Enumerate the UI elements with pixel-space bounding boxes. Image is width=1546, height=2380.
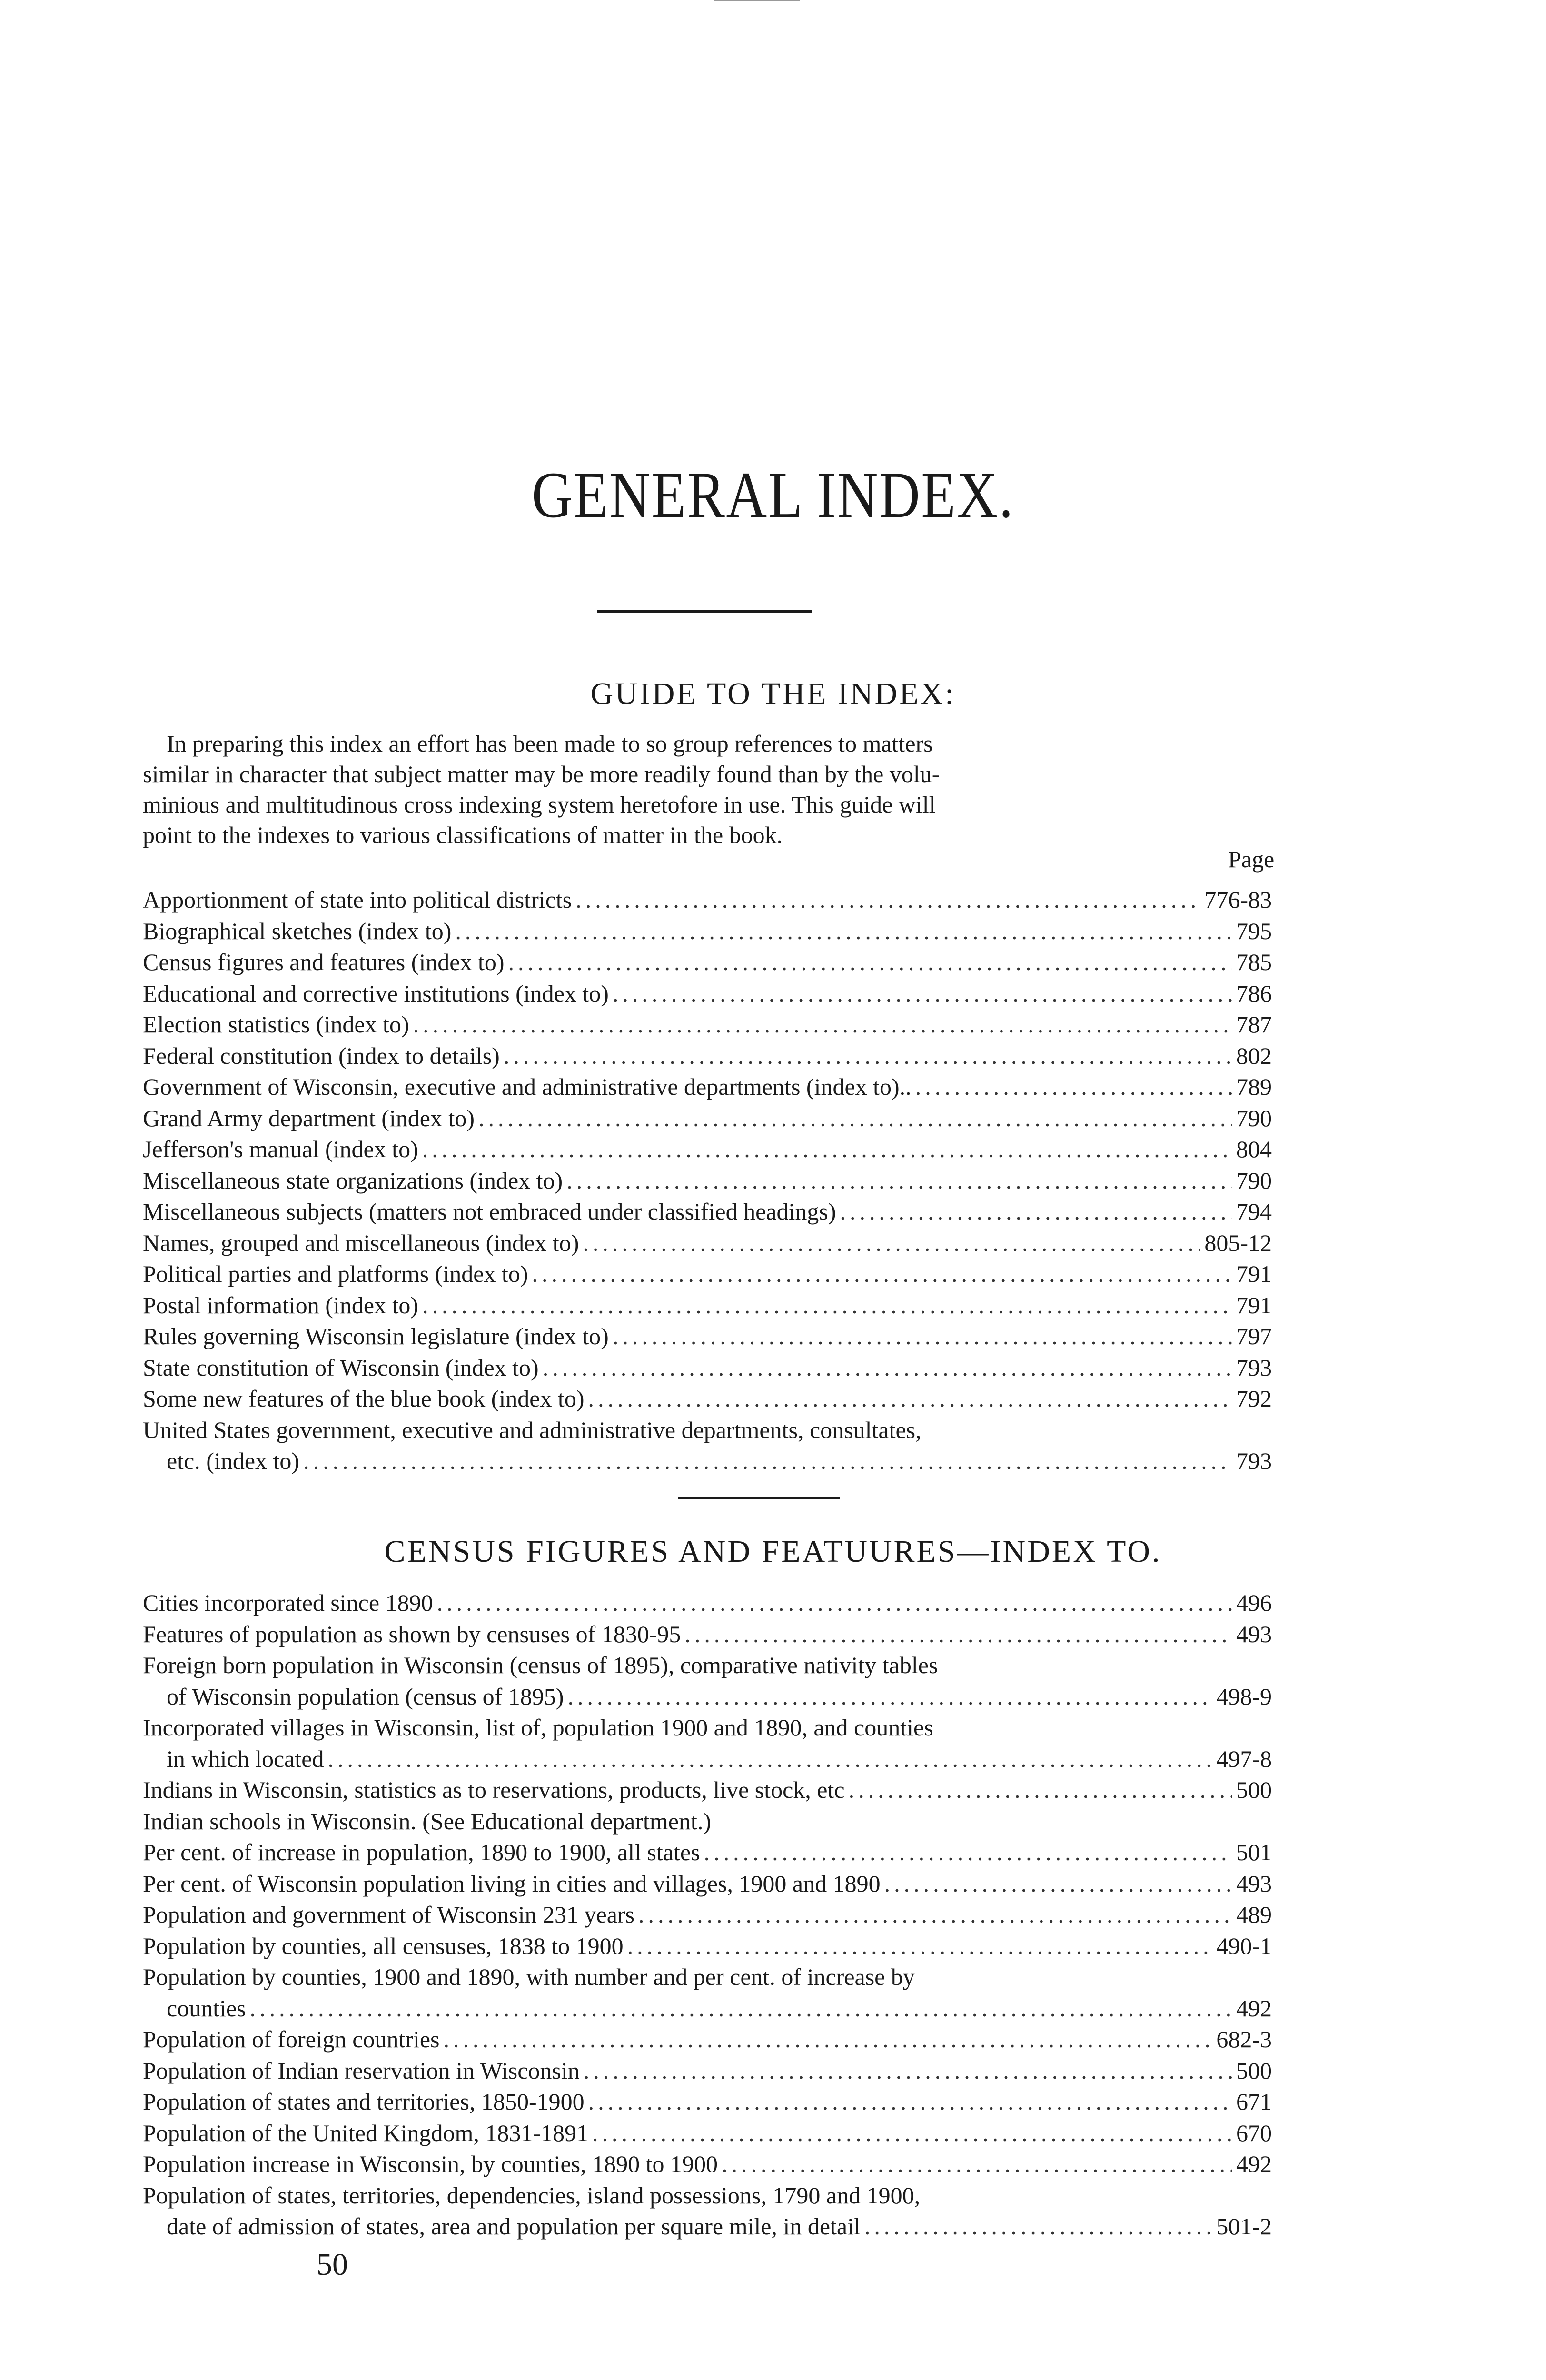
entry-line — [143, 1041, 1272, 1072]
entry-page: 802 — [1236, 1042, 1272, 1069]
entry-line — [143, 1009, 1272, 1041]
entry-text: Indians in Wisconsin, statistics as to reservations, products, live stock, etc — [143, 1776, 845, 1803]
entry-text-continued: of Wisconsin population (census of 1895) — [167, 1683, 564, 1710]
index-entry — [143, 1071, 1272, 1103]
index-entry — [143, 1041, 1272, 1072]
dot-leader — [478, 1103, 1232, 1134]
dot-leader — [722, 2149, 1232, 2180]
entry-line — [143, 1103, 1272, 1134]
dot-leader — [840, 1196, 1232, 1228]
entry-page: 787 — [1236, 1011, 1272, 1038]
entry-text: Foreign born population in Wisconsin (census of 1895), comparative nativity tables — [143, 1652, 938, 1678]
page-title: GENERAL INDEX. — [532, 458, 1014, 531]
entry-line — [143, 916, 1272, 947]
index-entry — [143, 947, 1272, 978]
dot-leader — [543, 1352, 1232, 1384]
entry-line — [143, 1744, 1272, 1775]
entry-page: 804 — [1236, 1136, 1272, 1162]
index-entry — [143, 916, 1272, 947]
entry-page: 496 — [1236, 1589, 1272, 1616]
guide-index-list — [143, 884, 1272, 1477]
dot-leader — [583, 1228, 1200, 1259]
index-entry — [143, 1165, 1272, 1197]
entry-text: Educational and corrective institutions (index to) — [143, 980, 609, 1007]
entry-text: Some new features of the blue book (index to) — [143, 1385, 585, 1412]
entry-page: 500 — [1236, 2057, 1272, 2084]
entry-line — [143, 1775, 1272, 1806]
entry-text: Census figures and features (index to) — [143, 949, 505, 975]
index-entry — [143, 1837, 1272, 1868]
entry-page: 501-2 — [1216, 2213, 1272, 2240]
entry-text: Population and government of Wisconsin 231 years — [143, 1901, 635, 1928]
entry-text: Election statistics (index to) — [143, 1011, 409, 1038]
entry-text: Indian schools in Wisconsin. (See Educational department.) — [143, 1807, 711, 1835]
entry-page: 785 — [1236, 949, 1272, 975]
entry-text-continued: etc. (index to) — [167, 1448, 300, 1474]
entry-line — [143, 1993, 1272, 2024]
dot-leader — [849, 1775, 1232, 1806]
dot-leader — [588, 1383, 1232, 1415]
dot-leader — [915, 1071, 1232, 1103]
dot-leader — [566, 1165, 1232, 1197]
entry-text: Miscellaneous state organizations (index to) — [143, 1167, 563, 1194]
guide-intro-paragraph — [143, 728, 1272, 850]
dot-leader — [567, 1681, 1212, 1713]
dot-leader — [444, 2024, 1213, 2055]
index-entry — [143, 884, 1272, 916]
dot-leader — [504, 1041, 1232, 1072]
index-entry — [143, 2149, 1272, 2180]
intro-line: point to the indexes to various classifications of matter in the book. — [143, 822, 783, 848]
entry-line — [143, 1259, 1272, 1290]
index-entry — [143, 1228, 1272, 1259]
page-column-label: Page — [1228, 846, 1275, 873]
index-entry — [143, 1352, 1272, 1384]
index-entry — [143, 1259, 1272, 1290]
entry-line — [143, 1931, 1272, 1962]
dot-leader — [508, 947, 1233, 978]
entry-page: 790 — [1236, 1167, 1272, 1194]
entry-line — [143, 1290, 1272, 1321]
entry-page: 670 — [1236, 2119, 1272, 2146]
index-entry — [143, 1321, 1272, 1352]
index-entry — [143, 2118, 1272, 2149]
dot-leader — [422, 1290, 1232, 1321]
index-entry — [143, 1619, 1272, 1650]
entry-page: 497-8 — [1216, 1745, 1272, 1772]
entry-page: 793 — [1236, 1354, 1272, 1381]
entry-text: Population of Indian reservation in Wisconsin — [143, 2057, 580, 2084]
dot-leader — [422, 1134, 1232, 1165]
entry-page: 789 — [1236, 1073, 1272, 1100]
entry-text: Miscellaneous subjects (matters not embraced under classified headings) — [143, 1198, 836, 1225]
dot-leader — [532, 1259, 1232, 1290]
entry-line — [143, 2211, 1272, 2242]
entry-line — [143, 1587, 1272, 1619]
entry-page: 671 — [1236, 2088, 1272, 2115]
entry-line — [143, 1868, 1272, 1900]
entry-text: Postal information (index to) — [143, 1291, 419, 1319]
entry-line — [143, 2024, 1272, 2055]
entry-text: Population of states and territories, 1850-1900 — [143, 2088, 585, 2115]
entry-page: 786 — [1236, 980, 1272, 1007]
entry-text: United States government, executive and administrative departments, consultates, — [143, 1416, 922, 1443]
dot-leader — [638, 1899, 1232, 1931]
census-index-list — [143, 1587, 1272, 2242]
entry-text: Grand Army department (index to) — [143, 1104, 475, 1131]
entry-page: 797 — [1236, 1323, 1272, 1349]
entry-text-continued: in which located — [167, 1745, 324, 1772]
entry-text: Rules governing Wisconsin legislature (index to) — [143, 1323, 609, 1349]
dot-leader — [704, 1837, 1232, 1868]
entry-page: 489 — [1236, 1901, 1272, 1928]
entry-line — [143, 1352, 1272, 1384]
entry-page: 791 — [1236, 1291, 1272, 1319]
entry-text: Population by counties, all censuses, 1838 to 1900 — [143, 1932, 624, 1959]
dot-leader — [588, 2086, 1232, 2118]
entry-text: Government of Wisconsin, executive and administrative departments (index to).. — [143, 1073, 912, 1100]
entry-text: Population increase in Wisconsin, by counties, 1890 to 1900 — [143, 2151, 718, 2177]
index-entry — [143, 1290, 1272, 1321]
index-entry — [143, 1196, 1272, 1228]
entry-line — [143, 978, 1272, 1010]
page-number: 50 — [317, 2247, 348, 2282]
entry-page: 794 — [1236, 1198, 1272, 1225]
intro-line: In preparing this index an effort has been made to so group references to matters — [167, 730, 933, 757]
entry-page: 492 — [1236, 2151, 1272, 2177]
entry-text: Population of the United Kingdom, 1831-1891 — [143, 2119, 589, 2146]
census-heading: CENSUS FIGURES AND FEATUURES—INDEX TO. — [384, 1534, 1162, 1569]
entry-text: Political parties and platforms (index to) — [143, 1260, 528, 1287]
index-entry — [143, 1009, 1272, 1041]
entry-line — [143, 2055, 1272, 2087]
dot-leader — [884, 1868, 1232, 1900]
index-entry — [143, 1931, 1272, 1962]
dot-leader — [327, 1744, 1212, 1775]
entry-page: 682-3 — [1216, 2026, 1272, 2053]
entry-page: 776-83 — [1204, 886, 1272, 913]
index-entry — [143, 2180, 1272, 2242]
index-entry — [143, 2055, 1272, 2087]
dot-leader — [684, 1619, 1232, 1650]
dot-leader — [584, 2055, 1232, 2087]
index-entry — [143, 2086, 1272, 2118]
dot-leader — [455, 916, 1232, 947]
dot-leader — [864, 2211, 1212, 2242]
section-divider — [678, 1497, 840, 1499]
index-entry — [143, 1712, 1272, 1775]
entry-line — [143, 1383, 1272, 1415]
entry-page: 795 — [1236, 917, 1272, 944]
index-entry — [143, 1587, 1272, 1619]
entry-text: Population of foreign countries — [143, 2026, 440, 2053]
dot-leader — [413, 1009, 1232, 1041]
entry-text: Names, grouped and miscellaneous (index to) — [143, 1229, 579, 1256]
entry-text: Incorporated villages in Wisconsin, list of, population 1900 and 1890, and counties — [143, 1714, 933, 1741]
entry-text: Features of population as shown by censuses of 1830-95 — [143, 1620, 681, 1647]
entry-page: 790 — [1236, 1104, 1272, 1131]
dot-leader — [627, 1931, 1213, 1962]
entry-page: 500 — [1236, 1776, 1272, 1803]
dot-leader — [613, 1321, 1232, 1352]
entry-text: Population of states, territories, dependencies, island possessions, 1790 and 1900, — [143, 2182, 921, 2209]
entry-line — [143, 1321, 1272, 1352]
index-entry — [143, 1134, 1272, 1165]
entry-text-continued: counties — [167, 1994, 246, 2022]
dot-leader — [575, 884, 1200, 916]
index-entry — [143, 978, 1272, 1010]
index-entry — [143, 1899, 1272, 1931]
entry-line — [143, 1165, 1272, 1197]
top-edge-rule — [714, 0, 800, 1]
dot-leader — [303, 1446, 1232, 1477]
intro-line: similar in character that subject matter may be more readily found than by the volu- — [143, 761, 940, 787]
index-entry — [143, 1868, 1272, 1900]
dot-leader — [437, 1587, 1232, 1619]
entry-line — [143, 1134, 1272, 1165]
entry-page: 492 — [1236, 1994, 1272, 2022]
entry-line — [143, 1196, 1272, 1228]
entry-text: Jefferson's manual (index to) — [143, 1136, 418, 1162]
index-entry — [143, 1415, 1272, 1477]
entry-line — [143, 2118, 1272, 2149]
entry-text: Federal constitution (index to details) — [143, 1042, 500, 1069]
entry-text: Population by counties, 1900 and 1890, with number and per cent. of increase by — [143, 1964, 915, 1990]
entry-line — [143, 1071, 1272, 1103]
entry-text: Apportionment of state into political districts — [143, 886, 572, 913]
entry-line — [143, 1446, 1272, 1477]
dot-leader — [613, 978, 1232, 1010]
index-entry — [143, 2024, 1272, 2055]
entry-text: Per cent. of Wisconsin population living in cities and villages, 1900 and 1890 — [143, 1870, 881, 1897]
index-entry — [143, 1383, 1272, 1415]
entry-page: 498-9 — [1216, 1683, 1272, 1710]
entry-text: Biographical sketches (index to) — [143, 917, 452, 944]
entry-text: Per cent. of increase in population, 1890 to 1900, all states — [143, 1839, 700, 1865]
entry-line — [143, 1681, 1272, 1713]
index-entry — [143, 1775, 1272, 1806]
entry-line — [143, 1228, 1272, 1259]
dot-leader — [250, 1993, 1232, 2024]
entry-page: 490-1 — [1216, 1932, 1272, 1959]
entry-line — [143, 2149, 1272, 2180]
entry-page: 791 — [1236, 1260, 1272, 1287]
entry-text: State constitution of Wisconsin (index to) — [143, 1354, 539, 1381]
entry-line — [143, 1899, 1272, 1931]
entry-text: Cities incorporated since 1890 — [143, 1589, 433, 1616]
entry-page: 792 — [1236, 1385, 1272, 1412]
index-entry — [143, 1650, 1272, 1712]
entry-page: 493 — [1236, 1870, 1272, 1897]
entry-page: 501 — [1236, 1839, 1272, 1865]
index-entry — [143, 1103, 1272, 1134]
entry-line — [143, 947, 1272, 978]
entry-line — [143, 2086, 1272, 2118]
dot-leader — [592, 2118, 1232, 2149]
index-entry — [143, 1806, 1272, 1837]
guide-heading: GUIDE TO THE INDEX: — [590, 676, 956, 711]
entry-line — [143, 1837, 1272, 1868]
entry-line — [143, 884, 1272, 916]
entry-page: 805-12 — [1204, 1229, 1272, 1256]
title-divider — [597, 610, 812, 613]
entry-text-continued: date of admission of states, area and population per square mile, in detail — [167, 2213, 861, 2240]
entry-line — [143, 1619, 1272, 1650]
intro-line: minious and multitudinous cross indexing system heretofore in use. This guide will — [143, 791, 936, 818]
index-entry — [143, 1962, 1272, 2024]
entry-page: 793 — [1236, 1448, 1272, 1474]
entry-page: 493 — [1236, 1620, 1272, 1647]
